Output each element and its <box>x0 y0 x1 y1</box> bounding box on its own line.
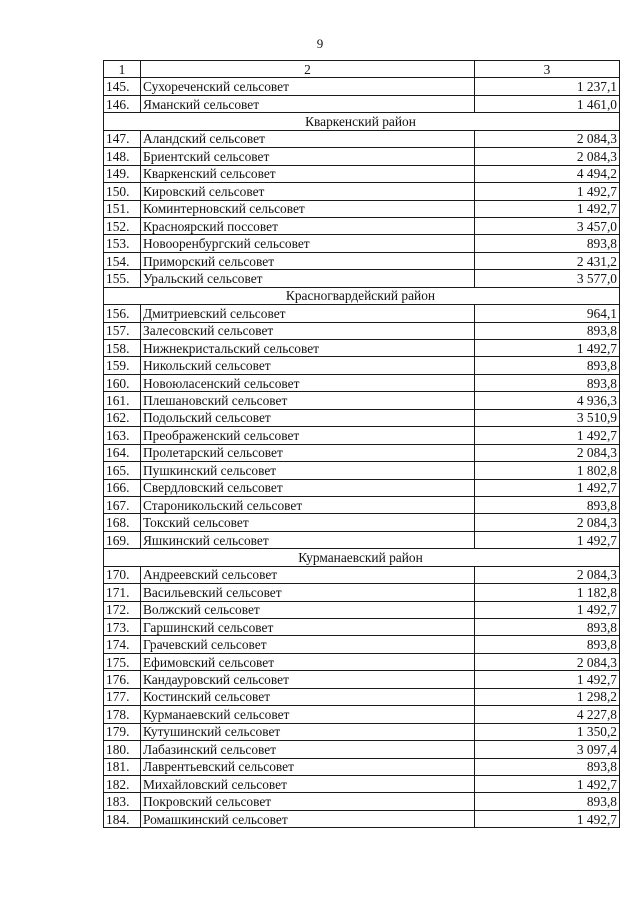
table-row <box>104 462 620 479</box>
amount-value: 2 084,3 <box>475 566 620 583</box>
amount-value: 2 084,3 <box>475 148 620 165</box>
amount-value: 1 492,7 <box>475 479 620 496</box>
row-number: 163. <box>104 427 141 444</box>
settlement-name: Покровский сельсовет <box>141 793 475 810</box>
table-row <box>104 148 620 165</box>
settlement-name: Коминтерновский сельсовет <box>141 200 475 217</box>
table-row <box>104 636 620 653</box>
amount-value: 893,8 <box>475 374 620 391</box>
table-row <box>104 409 620 426</box>
table-row <box>104 775 620 792</box>
row-number: 168. <box>104 514 141 531</box>
header-col-1: 1 <box>104 61 141 78</box>
settlement-name: Подольский сельсовет <box>141 409 475 426</box>
amount-value: 2 084,3 <box>475 514 620 531</box>
settlement-name: Яшкинский сельсовет <box>141 531 475 548</box>
table-row <box>104 688 620 705</box>
settlement-name: Токский сельсовет <box>141 514 475 531</box>
table-row <box>104 531 620 548</box>
amount-value: 2 084,3 <box>475 444 620 461</box>
row-number: 166. <box>104 479 141 496</box>
table-row <box>104 741 620 758</box>
settlement-name: Волжский сельсовет <box>141 601 475 618</box>
amount-value: 1 298,2 <box>475 688 620 705</box>
settlement-name: Васильевский сельсовет <box>141 584 475 601</box>
row-number: 171. <box>104 584 141 601</box>
header-col-2: 2 <box>141 61 475 78</box>
amount-value: 4 494,2 <box>475 165 620 182</box>
settlement-name: Бриентский сельсовет <box>141 148 475 165</box>
row-number: 181. <box>104 758 141 775</box>
settlement-name: Кутушинский сельсовет <box>141 723 475 740</box>
table-row <box>104 653 620 670</box>
amount-value: 2 084,3 <box>475 130 620 147</box>
allocation-table <box>103 60 620 828</box>
table-row <box>104 496 620 513</box>
amount-value: 1 492,7 <box>475 775 620 792</box>
settlement-name: Сухореченский сельсовет <box>141 78 475 95</box>
row-number: 148. <box>104 148 141 165</box>
row-number: 164. <box>104 444 141 461</box>
amount-value: 893,8 <box>475 636 620 653</box>
settlement-name: Лабазинский сельсовет <box>141 741 475 758</box>
amount-value: 1 492,7 <box>475 200 620 217</box>
row-number: 157. <box>104 322 141 339</box>
row-number: 153. <box>104 235 141 252</box>
settlement-name: Михайловский сельсовет <box>141 775 475 792</box>
row-number: 162. <box>104 409 141 426</box>
table-row <box>104 723 620 740</box>
amount-value: 3 510,9 <box>475 409 620 426</box>
table-row <box>104 130 620 147</box>
amount-value: 1 492,7 <box>475 601 620 618</box>
table-row <box>104 392 620 409</box>
table-row <box>104 793 620 810</box>
settlement-name: Кировский сельсовет <box>141 183 475 200</box>
table-header-row <box>104 61 620 78</box>
amount-value: 2 084,3 <box>475 653 620 670</box>
amount-value: 893,8 <box>475 496 620 513</box>
row-number: 184. <box>104 810 141 827</box>
settlement-name: Кваркенский сельсовет <box>141 165 475 182</box>
settlement-name: Новоюласенский сельсовет <box>141 374 475 391</box>
amount-value: 1 182,8 <box>475 584 620 601</box>
settlement-name: Ефимовский сельсовет <box>141 653 475 670</box>
row-number: 149. <box>104 165 141 182</box>
table-row <box>104 305 620 322</box>
district-header-row <box>104 549 620 566</box>
amount-value: 893,8 <box>475 235 620 252</box>
row-number: 169. <box>104 531 141 548</box>
table-row <box>104 671 620 688</box>
amount-value: 3 097,4 <box>475 741 620 758</box>
row-number: 159. <box>104 357 141 374</box>
settlement-name: Дмитриевский сельсовет <box>141 305 475 322</box>
table-row <box>104 758 620 775</box>
table-row <box>104 566 620 583</box>
page-number: 9 <box>316 36 324 51</box>
row-number: 147. <box>104 130 141 147</box>
settlement-name: Нижнекристальский сельсовет <box>141 340 475 357</box>
amount-value: 964,1 <box>475 305 620 322</box>
table-row <box>104 95 620 112</box>
table-row <box>104 374 620 391</box>
amount-value: 893,8 <box>475 322 620 339</box>
row-number: 174. <box>104 636 141 653</box>
row-number: 179. <box>104 723 141 740</box>
settlement-name: Плешановский сельсовет <box>141 392 475 409</box>
row-number: 156. <box>104 305 141 322</box>
table-row <box>104 165 620 182</box>
table-row <box>104 514 620 531</box>
settlement-name: Ромашкинский сельсовет <box>141 810 475 827</box>
table-row <box>104 584 620 601</box>
amount-value: 3 457,0 <box>475 217 620 234</box>
table-row <box>104 217 620 234</box>
amount-value: 893,8 <box>475 357 620 374</box>
row-number: 161. <box>104 392 141 409</box>
row-number: 154. <box>104 252 141 269</box>
amount-value: 893,8 <box>475 619 620 636</box>
row-number: 167. <box>104 496 141 513</box>
amount-value: 1 461,0 <box>475 95 620 112</box>
amount-value: 4 227,8 <box>475 706 620 723</box>
amount-value: 1 492,7 <box>475 183 620 200</box>
table-row <box>104 706 620 723</box>
amount-value: 1 492,7 <box>475 340 620 357</box>
table-row <box>104 78 620 95</box>
row-number: 183. <box>104 793 141 810</box>
row-number: 165. <box>104 462 141 479</box>
settlement-name: Новооренбургский сельсовет <box>141 235 475 252</box>
table-body <box>104 61 620 828</box>
table-row <box>104 200 620 217</box>
amount-value: 1 802,8 <box>475 462 620 479</box>
settlement-name: Гаршинский сельсовет <box>141 619 475 636</box>
amount-value: 1 492,7 <box>475 810 620 827</box>
row-number: 152. <box>104 217 141 234</box>
row-number: 155. <box>104 270 141 287</box>
settlement-name: Кандауровский сельсовет <box>141 671 475 688</box>
settlement-name: Преображенский сельсовет <box>141 427 475 444</box>
row-number: 175. <box>104 653 141 670</box>
settlement-name: Залесовский сельсовет <box>141 322 475 339</box>
district-header-row <box>104 113 620 130</box>
row-number: 145. <box>104 78 141 95</box>
settlement-name: Староникольский сельсовет <box>141 496 475 513</box>
amount-value: 2 431,2 <box>475 252 620 269</box>
district-title: Кваркенский район <box>104 113 620 130</box>
table-row <box>104 270 620 287</box>
settlement-name: Свердловский сельсовет <box>141 479 475 496</box>
row-number: 172. <box>104 601 141 618</box>
row-number: 182. <box>104 775 141 792</box>
row-number: 180. <box>104 741 141 758</box>
table-row <box>104 810 620 827</box>
table-row <box>104 619 620 636</box>
amount-value: 1 492,7 <box>475 671 620 688</box>
district-header-row <box>104 287 620 304</box>
settlement-name: Грачевский сельсовет <box>141 636 475 653</box>
settlement-name: Яманский сельсовет <box>141 95 475 112</box>
table-row <box>104 322 620 339</box>
amount-value: 1 350,2 <box>475 723 620 740</box>
settlement-name: Никольский сельсовет <box>141 357 475 374</box>
amount-value: 3 577,0 <box>475 270 620 287</box>
table-row <box>104 252 620 269</box>
table-row <box>104 357 620 374</box>
row-number: 150. <box>104 183 141 200</box>
row-number: 173. <box>104 619 141 636</box>
table-row <box>104 479 620 496</box>
table-row <box>104 340 620 357</box>
row-number: 151. <box>104 200 141 217</box>
amount-value: 4 936,3 <box>475 392 620 409</box>
table-row <box>104 601 620 618</box>
settlement-name: Андреевский сельсовет <box>141 566 475 583</box>
settlement-name: Пушкинский сельсовет <box>141 462 475 479</box>
row-number: 146. <box>104 95 141 112</box>
settlement-name: Красноярский поссовет <box>141 217 475 234</box>
header-col-3: 3 <box>475 61 620 78</box>
settlement-name: Лаврентьевский сельсовет <box>141 758 475 775</box>
row-number: 158. <box>104 340 141 357</box>
row-number: 176. <box>104 671 141 688</box>
district-title: Курманаевский район <box>104 549 620 566</box>
amount-value: 893,8 <box>475 793 620 810</box>
row-number: 178. <box>104 706 141 723</box>
row-number: 170. <box>104 566 141 583</box>
table-row <box>104 427 620 444</box>
district-title: Красногвардейский район <box>104 287 620 304</box>
settlement-name: Пролетарский сельсовет <box>141 444 475 461</box>
amount-value: 1 492,7 <box>475 531 620 548</box>
amount-value: 893,8 <box>475 758 620 775</box>
settlement-name: Приморский сельсовет <box>141 252 475 269</box>
row-number: 160. <box>104 374 141 391</box>
amount-value: 1 492,7 <box>475 427 620 444</box>
row-number: 177. <box>104 688 141 705</box>
settlement-name: Курманаевский сельсовет <box>141 706 475 723</box>
table-row <box>104 444 620 461</box>
settlement-name: Уральский сельсовет <box>141 270 475 287</box>
amount-value: 1 237,1 <box>475 78 620 95</box>
table-row <box>104 183 620 200</box>
settlement-name: Аландский сельсовет <box>141 130 475 147</box>
settlement-name: Костинский сельсовет <box>141 688 475 705</box>
table-row <box>104 235 620 252</box>
